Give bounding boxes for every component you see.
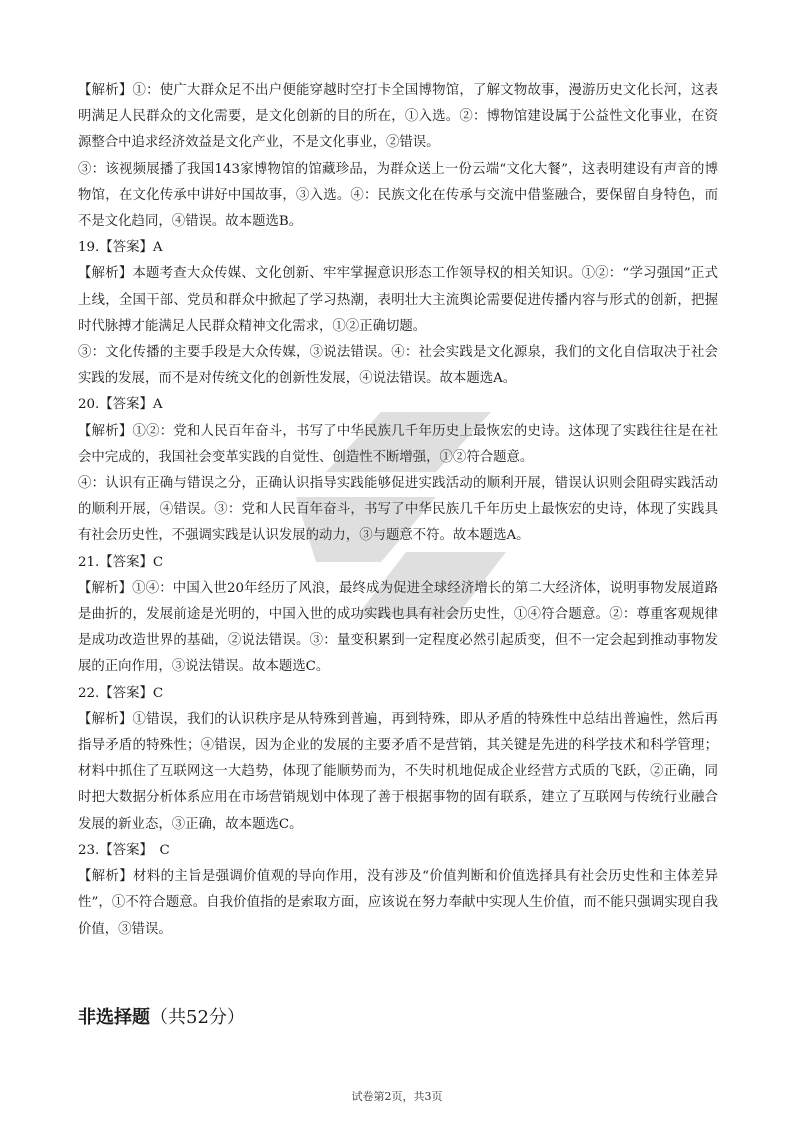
explanation-18a: 【解析】①：使广大群众足不出户便能穿越时空打卡全国博物馆，了解文物故事，漫游历史文化长河，这表明满足人民群众的文化需要，是文化创新的目的所在，①入选。②：博物馆建设属于公益性文化事业，在资源整合中追求经济效益是文化产业，不是文化事业，②错误。 [78, 83, 718, 151]
section-title-text: 非选择题 [78, 1007, 150, 1028]
answer-content [78, 78, 718, 943]
answer-19: 19.【答案】A [78, 240, 163, 256]
explanation-18b: ③：该视频展播了我国143家博物馆的馆藏珍品，为群众送上一份云端“文化大餐”，这表明建设有声音的博物馆，在文化传承中讲好中国故事，③入选。④：民族文化在传承与交流中借鉴融合，要保留自身特色，而不是文化趋同，④错误。故本题选B。 [78, 161, 718, 230]
page-footer: 试卷第2页，共3页 [351, 1090, 443, 1103]
answer-23: 23.【答案】 C [78, 842, 170, 858]
explanation-19a: 【解析】本题考查大众传媒、文化创新、牢牢掌握意识形态工作领导权的相关知识。①②：“学习强国”正式上线，全国干部、党员和群众中掀起了学习热潮，表明壮大主流舆论需要促进传播内容与形式的创新，把握时代脉搏才能满足人民群众精神文化需求，①②正确切题。 [78, 266, 718, 334]
explanation-20a: 【解析】①②：党和人民百年奋斗，书写了中华民族几千年历史上最恢宏的史诗。这体现了实践往往是在社会中完成的，我国社会变革实践的自觉性、创造性不断增强，①②符合题意。 [78, 423, 718, 465]
explanation-22: 【解析】①错误，我们的认识秩序是从特殊到普遍，再到特殊，即从矛盾的特殊性中总结出普遍性，然后再指导矛盾的特殊性；④错误，因为企业的发展的主要矛盾不是营销，其关键是先进的科学技术和科学管理；材料中抓住了互联网这一大趋势，体现了能顺势而为，不失时机地促成企业经营方式质的飞跃，②正确，同时把大数据分析体系应用在市场营销规划中体现了善于根据事物的固有联系，建立了互联网与传统行业融合发展的新业态，③正确，故本题选C。 [78, 711, 718, 832]
explanation-21: 【解析】①④：中国入世20年经历了风浪，最终成为促进全球经济增长的第二大经济体，说明事物发展道路是曲折的，发展前途是光明的，中国入世的成功实践也具有社会历史性，①④符合题意。②：尊重客观规律是成功改造世界的基础，②说法错误。③：量变积累到一定程度必然引起质变，但不一定会起到推动事物发展的正向作用，③说法错误。故本题选C。 [78, 580, 718, 675]
section-points: （共52分） [150, 1007, 245, 1028]
explanation-19b: ③：文化传播的主要手段是大众传媒，③说法错误。④：社会实践是文化源泉，我们的文化自信取决于社会实践的发展，而不是对传统文化的创新性发展，④说法错误。故本题选A。 [78, 345, 718, 387]
section-title [78, 1004, 245, 1032]
answer-20: 20.【答案】A [78, 397, 163, 413]
explanation-23: 【解析】材料的主旨是强调价值观的导向作用，没有涉及“价值判断和价值选择具有社会历史性和主体差异性”，①不符合题意。自我价值指的是索取方面，应该说在努力奉献中实现人生价值，而不能只强调实现自我价值，③错误。 [78, 869, 718, 937]
explanation-20b: ④：认识有正确与错误之分，正确认识指导实践能够促进实践活动的顺利开展，错误认识则会阻碍实践活动的顺利开展，④错误。③：党和人民百年奋斗，书写了中华民族几千年历史上最恢宏的史诗，体现了实践具有社会历史性，不强调实践是认识发展的动力，③与题意不符。故本题选A。 [78, 476, 718, 544]
answer-21: 21.【答案】C [78, 554, 164, 570]
answer-22: 22.【答案】C [78, 685, 164, 701]
